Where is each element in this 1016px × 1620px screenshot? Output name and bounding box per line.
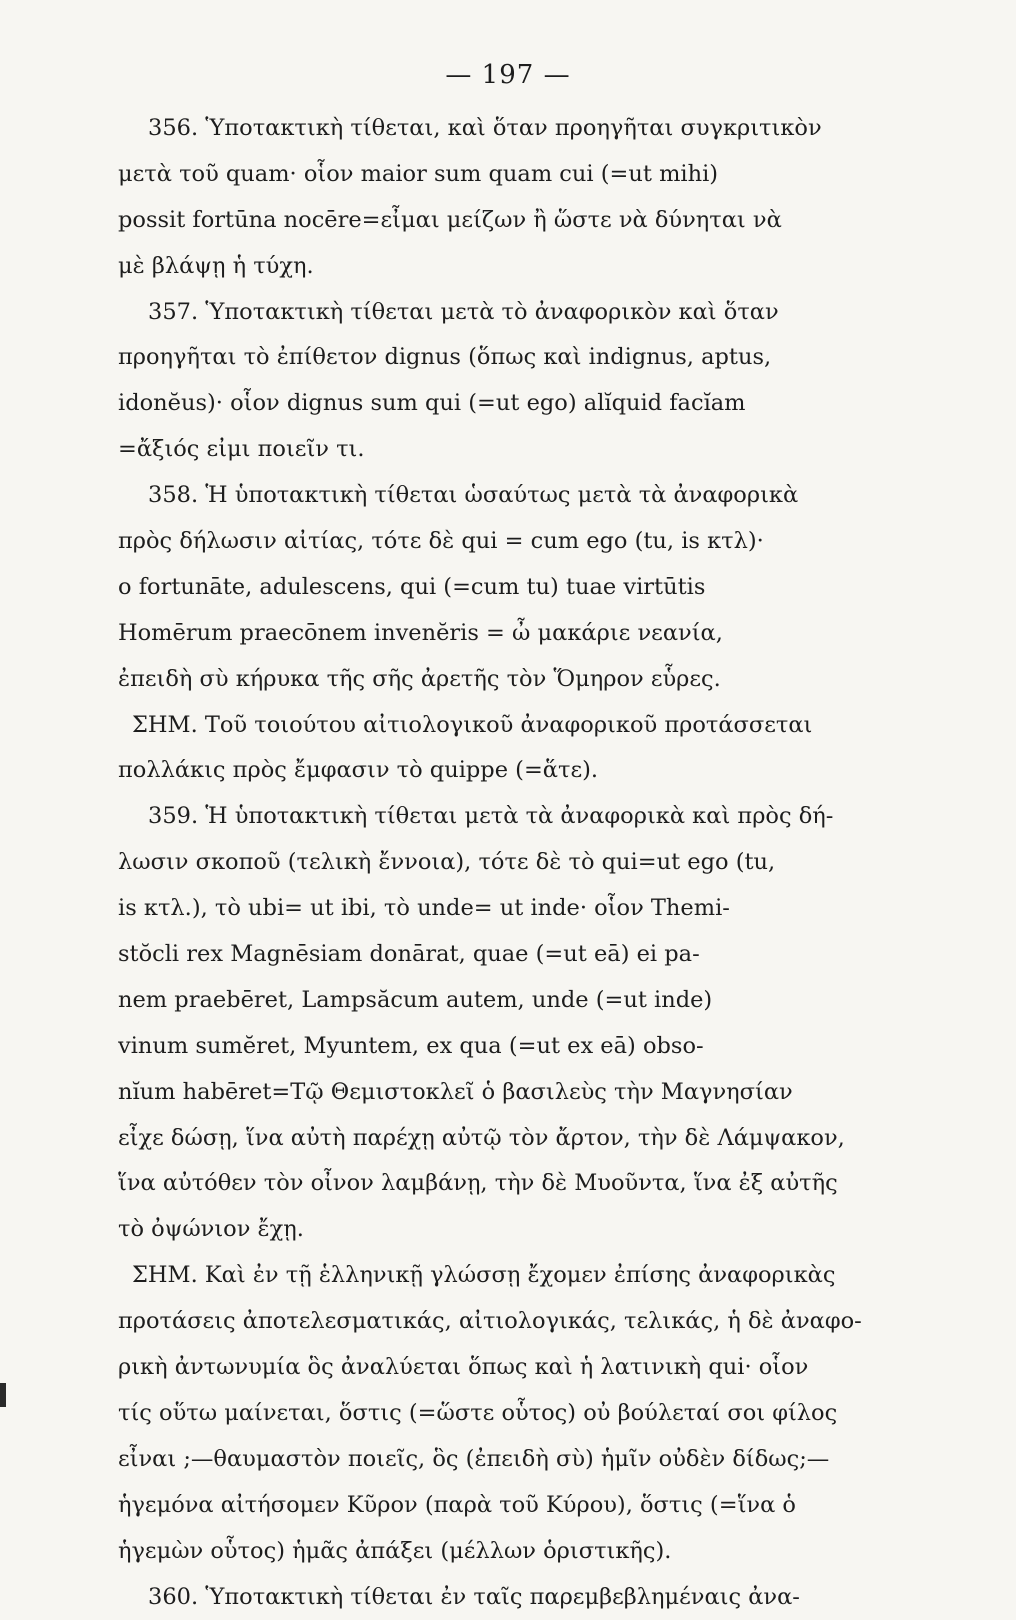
text-line: ρικὴ ἀντωνυμία ὃς ἀναλύεται ὅπως καὶ ἡ λατινικὴ qui· οἷον <box>118 1345 908 1391</box>
text-line: ΣΗΜ. Καὶ ἐν τῇ ἑλληνικῇ γλώσσῃ ἔχομεν ἐπίσης ἀναφορικὰς <box>118 1253 908 1299</box>
text-line: τὸ ὀψώνιον ἔχῃ. <box>118 1207 908 1253</box>
text-line: stŏcli rex Magnēsiam donārat, quae (=ut eā) ei pa- <box>118 932 908 978</box>
text-line: πολλάκις πρὸς ἔμφασιν τὸ quippe (=ἅτε). <box>118 748 908 794</box>
text-line: 358. Ἡ ὑποτακτικὴ τίθεται ὡσαύτως μετὰ τὰ ἀναφορικὰ <box>118 473 908 519</box>
text-line: προτάσεις ἀποτελεσματικάς, αἰτιολογικάς, τελικάς, ἡ δὲ ἀναφο- <box>118 1299 908 1345</box>
text-line: πρὸς δήλωσιν αἰτίας, τότε δὲ qui = cum ego (tu, is κτλ)· <box>118 519 908 565</box>
text-line: ΣΗΜ. Τοῦ τοιούτου αἰτιολογικοῦ ἀναφορικοῦ προτάσσεται <box>118 703 908 749</box>
text-line: ἵνα αὐτόθεν τὸν οἶνον λαμβάνῃ, τὴν δὲ Μυοῦντα, ἵνα ἐξ αὐτῆς <box>118 1161 908 1207</box>
text-line: εἶναι ;—θαυμαστὸν ποιεῖς, ὃς (ἐπειδὴ σὺ) ἡμῖν οὐδὲν δίδως;— <box>118 1437 908 1483</box>
text-line: εἶχε δώσῃ, ἵνα αὐτὴ παρέχῃ αὐτῷ τὸν ἄρτον, τὴν δὲ Λάμψακον, <box>118 1116 908 1162</box>
text-line: o fortunāte, adulescens, qui (=cum tu) tuae virtūtis <box>118 565 908 611</box>
text-line: vinum sumĕret, Myuntem, ex qua (=ut ex eā) obso- <box>118 1024 908 1070</box>
text-line: 357. Ὑποτακτικὴ τίθεται μετὰ τὸ ἀναφορικὸν καὶ ὅταν <box>118 290 908 336</box>
text-line: ἡγεμὼν οὗτος) ἡμᾶς ἀπάξει (μέλλων ὁριστικῆς). <box>118 1529 908 1575</box>
text-line: λωσιν σκοποῦ (τελικὴ ἔννοια), τότε δὲ τὸ qui=ut ego (tu, <box>118 840 908 886</box>
text-line: προηγῆται τὸ ἐπίθετον dignus (ὅπως καὶ indignus, aptus, <box>118 335 908 381</box>
text-line: τίς οὕτω μαίνεται, ὅστις (=ὥστε οὗτος) οὐ βούλεταί σοι φίλος <box>118 1391 908 1437</box>
text-line: idonĕus)· οἷον dignus sum qui (=ut ego) alĭquid facĭam <box>118 381 908 427</box>
text-line: 360. Ὑποτακτικὴ τίθεται ἐν ταῖς παρεμβεβλημέναις ἀνα- <box>118 1575 908 1620</box>
text-line: possit fortūna nocēre=εἶμαι μείζων ἢ ὥστε νὰ δύνηται νὰ <box>118 198 908 244</box>
text-line: 356. Ὑποτακτικὴ τίθεται, καὶ ὅταν προηγῆται συγκριτικὸν <box>118 106 908 152</box>
text-line: nĭum habēret=Τῷ Θεμιστοκλεῖ ὁ βασιλεὺς τὴν Μαγνησίαν <box>118 1070 908 1116</box>
text-line: =ἄξιός εἰμι ποιεῖν τι. <box>118 427 908 473</box>
text-line: nem praebēret, Lampsăcum autem, unde (=ut inde) <box>118 978 908 1024</box>
text-line: 359. Ἡ ὑποτακτικὴ τίθεται μετὰ τὰ ἀναφορικὰ καὶ πρὸς δή- <box>118 794 908 840</box>
text-line: μὲ βλάψῃ ἡ τύχη. <box>118 244 908 290</box>
scan-margin-mark <box>0 1383 6 1407</box>
text-line: μετὰ τοῦ quam· οἷον maior sum quam cui (=ut mihi) <box>118 152 908 198</box>
text-line: ἡγεμόνα αἰτήσομεν Κῦρον (παρὰ τοῦ Κύρου), ὅστις (=ἵνα ὁ <box>118 1483 908 1529</box>
text-line: ἐπειδὴ σὺ κήρυκα τῆς σῆς ἀρετῆς τὸν Ὅμηρον εὗρες. <box>118 657 908 703</box>
page-number: — 197 — <box>0 60 1016 90</box>
text-line: Homērum praecōnem invenĕris = ὦ μακάριε νεανία, <box>118 611 908 657</box>
body-text <box>118 106 908 1620</box>
text-line: is κτλ.), τὸ ubi= ut ibi, τὸ unde= ut inde· οἷον Themi- <box>118 886 908 932</box>
